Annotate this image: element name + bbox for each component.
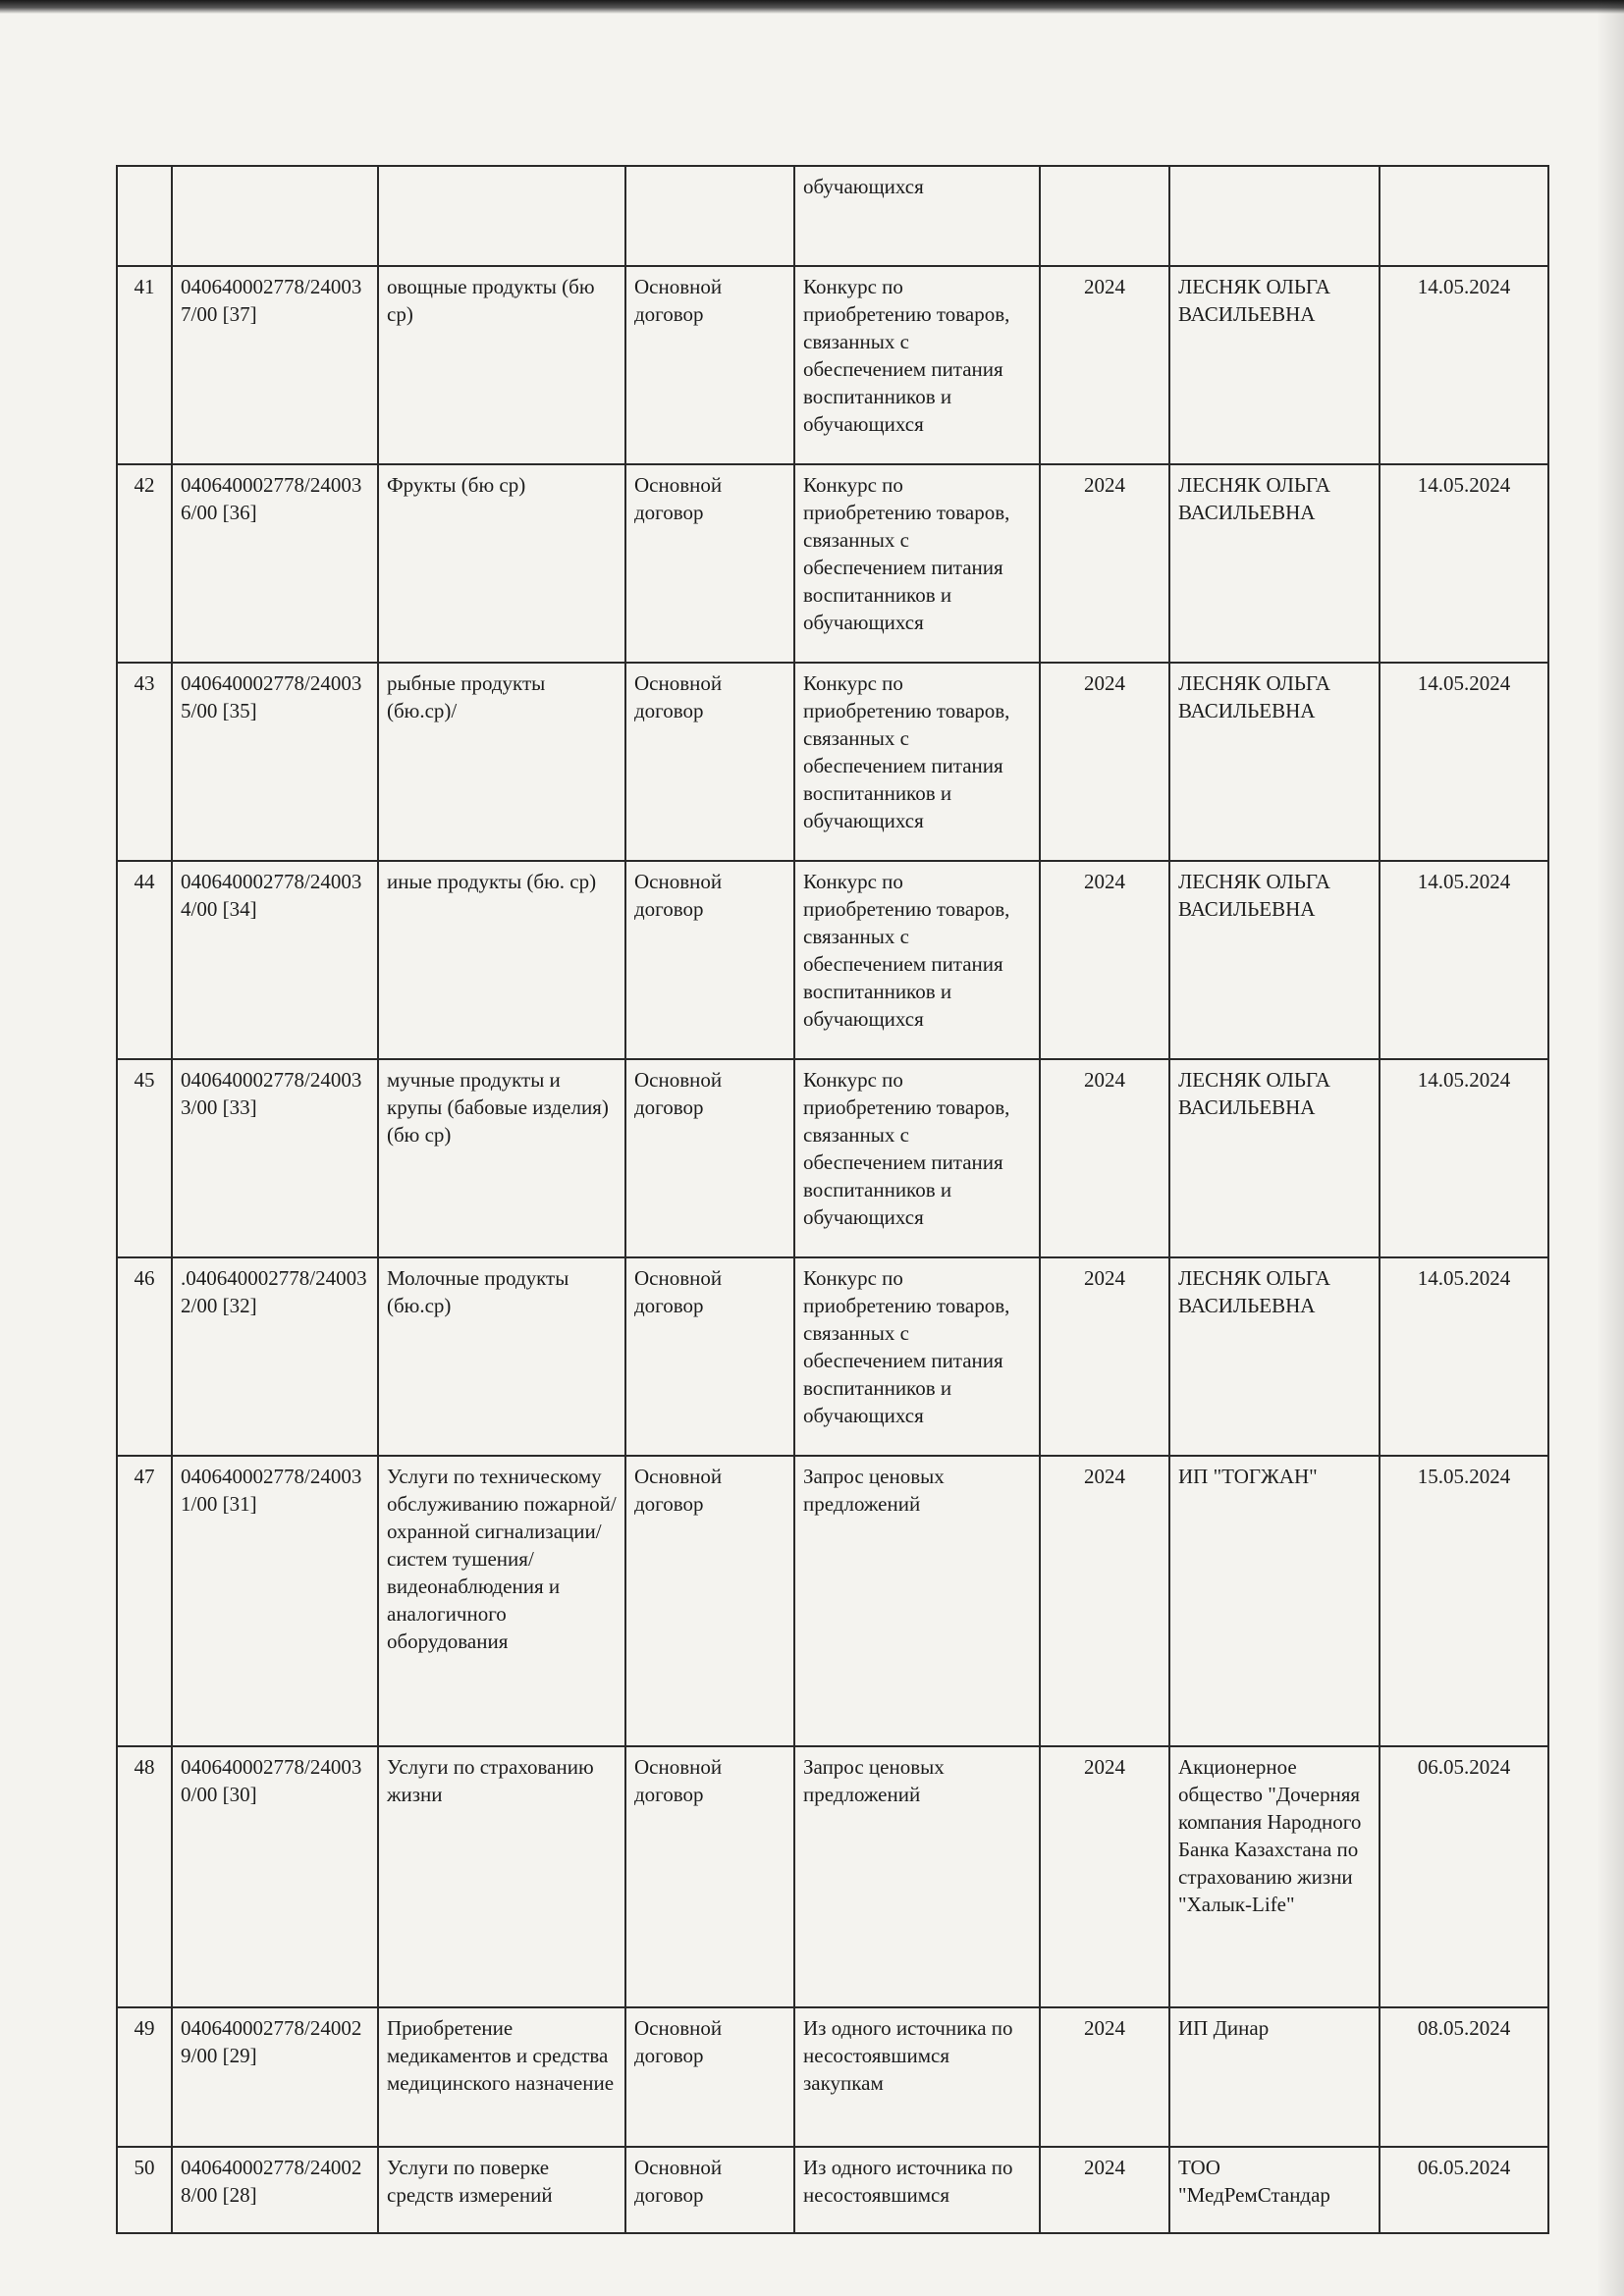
procurement-method: обучающихся xyxy=(794,166,1040,266)
row-number xyxy=(117,166,172,266)
table-row xyxy=(117,663,1548,861)
year: 2024 xyxy=(1040,1059,1169,1257)
contract-type: Основной договор xyxy=(625,266,794,464)
supplier xyxy=(1169,166,1380,266)
subject-name: Молочные продукты (бю.ср) xyxy=(378,1257,625,1456)
subject-name: Услуги по техническому обслуживанию пожарной/охранной сигнализации/систем тушения/видеонаблюдения и аналогичного оборудования xyxy=(378,1456,625,1746)
supplier: ЛЕСНЯК ОЛЬГА ВАСИЛЬЕВНА xyxy=(1169,663,1380,861)
procurement-method: Запрос ценовых предложений xyxy=(794,1746,1040,2007)
table-row xyxy=(117,1456,1548,1746)
contract-type xyxy=(625,166,794,266)
contract-date: 06.05.2024 xyxy=(1380,2147,1548,2233)
contract-type: Основной договор xyxy=(625,1257,794,1456)
supplier: ЛЕСНЯК ОЛЬГА ВАСИЛЬЕВНА xyxy=(1169,861,1380,1059)
contracts-table xyxy=(116,165,1549,2234)
contract-code: 040640002778/240037/00 [37] xyxy=(172,266,378,464)
contract-code: 040640002778/240028/00 [28] xyxy=(172,2147,378,2233)
contract-code: 040640002778/240031/00 [31] xyxy=(172,1456,378,1746)
year: 2024 xyxy=(1040,1456,1169,1746)
row-number: 46 xyxy=(117,1257,172,1456)
contract-code: 040640002778/240034/00 [34] xyxy=(172,861,378,1059)
procurement-method: Конкурс по приобретению товаров, связанных с обеспечением питания воспитанников и обучающихся xyxy=(794,464,1040,663)
contract-date: 08.05.2024 xyxy=(1380,2007,1548,2147)
row-number: 41 xyxy=(117,266,172,464)
table-row xyxy=(117,2007,1548,2147)
year: 2024 xyxy=(1040,2147,1169,2233)
table-row xyxy=(117,464,1548,663)
subject-name: Услуги по поверке средств измерений xyxy=(378,2147,625,2233)
table-row xyxy=(117,861,1548,1059)
row-number: 45 xyxy=(117,1059,172,1257)
row-number: 47 xyxy=(117,1456,172,1746)
contract-date: 14.05.2024 xyxy=(1380,1257,1548,1456)
procurement-method: Конкурс по приобретению товаров, связанных с обеспечением питания воспитанников и обучающихся xyxy=(794,663,1040,861)
contract-type: Основной договор xyxy=(625,1456,794,1746)
contract-code: 040640002778/240035/00 [35] xyxy=(172,663,378,861)
contract-date: 14.05.2024 xyxy=(1380,266,1548,464)
subject-name: Фрукты (бю ср) xyxy=(378,464,625,663)
subject-name xyxy=(378,166,625,266)
supplier: Акционерное общество "Дочерняя компания Народного Банка Казахстана по страхованию жизни "Халык-Life" xyxy=(1169,1746,1380,2007)
contract-type: Основной договор xyxy=(625,464,794,663)
subject-name: овощные продукты (бю ср) xyxy=(378,266,625,464)
procurement-method: Конкурс по приобретению товаров, связанных с обеспечением питания воспитанников и обучающихся xyxy=(794,1059,1040,1257)
supplier: ЛЕСНЯК ОЛЬГА ВАСИЛЬЕВНА xyxy=(1169,266,1380,464)
contract-code: 040640002778/240036/00 [36] xyxy=(172,464,378,663)
contract-code: 040640002778/240033/00 [33] xyxy=(172,1059,378,1257)
contract-code: 040640002778/240030/00 [30] xyxy=(172,1746,378,2007)
row-number: 43 xyxy=(117,663,172,861)
supplier: ИП "ТОГЖАН" xyxy=(1169,1456,1380,1746)
year: 2024 xyxy=(1040,663,1169,861)
year: 2024 xyxy=(1040,464,1169,663)
year xyxy=(1040,166,1169,266)
row-number: 48 xyxy=(117,1746,172,2007)
contract-type: Основной договор xyxy=(625,663,794,861)
procurement-method: Конкурс по приобретению товаров, связанных с обеспечением питания воспитанников и обучающихся xyxy=(794,266,1040,464)
supplier: ТОО "МедРемСтандар xyxy=(1169,2147,1380,2233)
scan-edge-shadow xyxy=(0,0,1624,14)
supplier: ЛЕСНЯК ОЛЬГА ВАСИЛЬЕВНА xyxy=(1169,1257,1380,1456)
contract-type: Основной договор xyxy=(625,861,794,1059)
contract-type: Основной договор xyxy=(625,1746,794,2007)
subject-name: Услуги по страхованию жизни xyxy=(378,1746,625,2007)
contract-code xyxy=(172,166,378,266)
procurement-method: Конкурс по приобретению товаров, связанных с обеспечением питания воспитанников и обучающихся xyxy=(794,1257,1040,1456)
contract-date: 14.05.2024 xyxy=(1380,663,1548,861)
row-number: 50 xyxy=(117,2147,172,2233)
supplier: ИП Динар xyxy=(1169,2007,1380,2147)
table-row xyxy=(117,166,1548,266)
year: 2024 xyxy=(1040,1746,1169,2007)
year: 2024 xyxy=(1040,1257,1169,1456)
contract-date: 06.05.2024 xyxy=(1380,1746,1548,2007)
table-row xyxy=(117,2147,1548,2233)
row-number: 44 xyxy=(117,861,172,1059)
contract-date: 14.05.2024 xyxy=(1380,861,1548,1059)
supplier: ЛЕСНЯК ОЛЬГА ВАСИЛЬЕВНА xyxy=(1169,464,1380,663)
procurement-method: Из одного источника по несостоявшимся xyxy=(794,2147,1040,2233)
procurement-method: Из одного источника по несостоявшимся закупкам xyxy=(794,2007,1040,2147)
supplier: ЛЕСНЯК ОЛЬГА ВАСИЛЬЕВНА xyxy=(1169,1059,1380,1257)
contract-date xyxy=(1380,166,1548,266)
table-row xyxy=(117,1257,1548,1456)
procurement-method: Запрос ценовых предложений xyxy=(794,1456,1040,1746)
row-number: 49 xyxy=(117,2007,172,2147)
contract-type: Основной договор xyxy=(625,2007,794,2147)
contract-date: 14.05.2024 xyxy=(1380,464,1548,663)
year: 2024 xyxy=(1040,861,1169,1059)
contract-code: .040640002778/240032/00 [32] xyxy=(172,1257,378,1456)
table-row xyxy=(117,1746,1548,2007)
year: 2024 xyxy=(1040,266,1169,464)
row-number: 42 xyxy=(117,464,172,663)
subject-name: иные продукты (бю. ср) xyxy=(378,861,625,1059)
subject-name: рыбные продукты (бю.ср)/ xyxy=(378,663,625,861)
table-row xyxy=(117,1059,1548,1257)
table-row xyxy=(117,266,1548,464)
contract-code: 040640002778/240029/00 [29] xyxy=(172,2007,378,2147)
subject-name: Приобретение медикаментов и средства медицинского назначение xyxy=(378,2007,625,2147)
year: 2024 xyxy=(1040,2007,1169,2147)
scan-side-shadow xyxy=(1597,0,1624,2296)
contract-date: 15.05.2024 xyxy=(1380,1456,1548,1746)
procurement-method: Конкурс по приобретению товаров, связанных с обеспечением питания воспитанников и обучающихся xyxy=(794,861,1040,1059)
contract-date: 14.05.2024 xyxy=(1380,1059,1548,1257)
contract-type: Основной договор xyxy=(625,1059,794,1257)
subject-name: мучные продукты и крупы (бабовые изделия) (бю ср) xyxy=(378,1059,625,1257)
contract-type: Основной договор xyxy=(625,2147,794,2233)
